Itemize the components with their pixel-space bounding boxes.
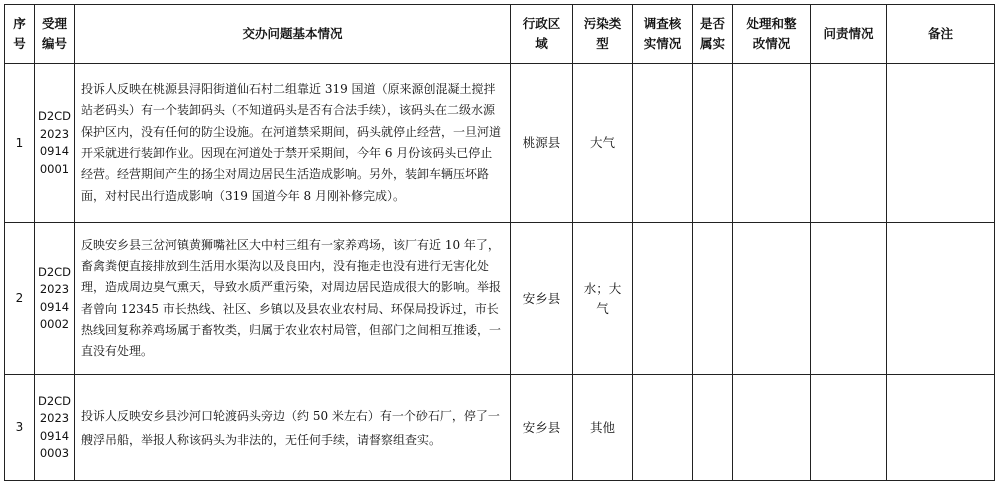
- row-handling: [733, 64, 811, 223]
- header-row: [5, 5, 995, 64]
- row-seq: 3: [5, 375, 35, 481]
- row-seq: 2: [5, 223, 35, 375]
- row-case-id: D2CD 2023 0914 0001: [35, 64, 75, 223]
- row-remarks: [887, 375, 995, 481]
- table-row: [5, 223, 995, 375]
- header-investigation: 调查核 实情况: [633, 5, 693, 64]
- row-verified: [693, 375, 733, 481]
- table-row: [5, 64, 995, 223]
- case-table-sheet: [4, 4, 995, 481]
- header-region: 行政区 域: [511, 5, 573, 64]
- row-region: 安乡县: [511, 375, 573, 481]
- row-seq: 1: [5, 64, 35, 223]
- header-pollution-type: 污染类 型: [573, 5, 633, 64]
- row-accountability: [811, 375, 887, 481]
- case-table: [4, 4, 995, 481]
- row-investigation: [633, 223, 693, 375]
- header-case-id: 受理 编号: [35, 5, 75, 64]
- row-case-id: D2CD 2023 0914 0003: [35, 375, 75, 481]
- row-pollution-type: 水；大 气: [573, 223, 633, 375]
- row-handling: [733, 375, 811, 481]
- row-region: 安乡县: [511, 223, 573, 375]
- row-region: 桃源县: [511, 64, 573, 223]
- row-remarks: [887, 223, 995, 375]
- row-accountability: [811, 223, 887, 375]
- row-pollution-type: 大气: [573, 64, 633, 223]
- row-description: 投诉人反映安乡县沙河口轮渡码头旁边（约 50 米左右）有一个砂石厂，停了一艘浮吊船，举报人称该码头为非法的，无任何手续，请督察组查实。: [75, 375, 511, 481]
- row-accountability: [811, 64, 887, 223]
- header-handling: 处理和整 改情况: [733, 5, 811, 64]
- row-description: 投诉人反映在桃源县浔阳街道仙石村二组靠近 319 国道（原来源创混凝土搅拌站老码头）有一个装卸码头（不知道码头是否有合法手续），该码头在二级水源保护区内，没有任何的防尘设施。在河道禁采期间，码头就停止经营，一旦河道开采就进行装卸作业。因现在河道处于禁开采期间，今年 6 月份该码头已停止经营。经营期间产生的扬尘对周边居民生活造成影响。另外，装卸车辆压坏路面，对村民出行造成影响（319 国道今年 8 月刚补修完成）。: [75, 64, 511, 223]
- row-case-id: D2CD 2023 0914 0002: [35, 223, 75, 375]
- row-verified: [693, 223, 733, 375]
- header-remarks: 备注: [887, 5, 995, 64]
- header-seq: 序 号: [5, 5, 35, 64]
- table-row: [5, 375, 995, 481]
- header-description: 交办问题基本情况: [75, 5, 511, 64]
- row-pollution-type: 其他: [573, 375, 633, 481]
- row-description: 反映安乡县三岔河镇黄狮嘴社区大中村三组有一家养鸡场，该厂有近 10 年了，畜禽粪便直接排放到生活用水渠沟以及良田内，没有拖走也没有进行无害化处理，造成周边臭气熏天，导致水质严重污染，对周边居民造成很大的影响。举报者曾向 12345 市长热线、社区、乡镇以及县农业农村局、环保局投诉过，市长热线回复称养鸡场属于畜牧类，归属于农业农村局管，但部门之间相互推诿，一直没有处理。: [75, 223, 511, 375]
- header-verified: 是否 属实: [693, 5, 733, 64]
- row-handling: [733, 223, 811, 375]
- row-verified: [693, 64, 733, 223]
- row-investigation: [633, 64, 693, 223]
- header-accountability: 问责情况: [811, 5, 887, 64]
- row-investigation: [633, 375, 693, 481]
- row-remarks: [887, 64, 995, 223]
